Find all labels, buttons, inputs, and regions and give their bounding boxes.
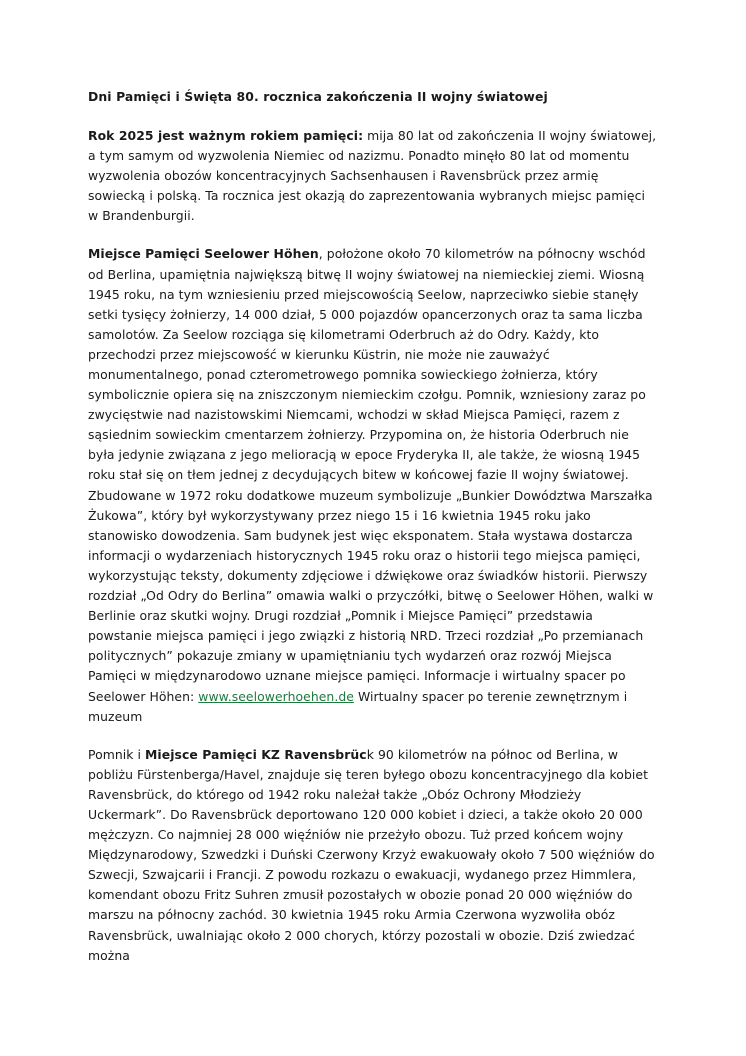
paragraph-ravensbrueck [88,745,658,966]
seelower-hoehen-lead: Miejsce Pamięci Seelower Höhen [88,246,319,262]
page-title: Dni Pamięci i Święta 80. rocznica zakończenia II wojny światowej [88,89,548,104]
seelowerhoehen-link[interactable]: www.seelowerhoehen.de [198,688,354,704]
seelower-hoehen-tail: Wirtualny spacer po terenie zewnętrznym i muzeum [88,688,628,724]
ravensbrueck-lead: Miejsce Pamięci KZ Ravensbrüc [145,746,367,762]
ravensbrueck-prefix: Pomnik i [88,746,146,762]
paragraph-intro [88,126,658,226]
paragraph-intro-body: mija 80 lat od zakończenia II wojny światowej, a tym samym od wyzwolenia Niemiec od nazizmu. Ponadto minęło 80 lat od momentu wyzwolenia obozów koncentracyjnych Sachsenhausen i Ravensbrück przez armię sowiecką i polską. Ta rocznica jest okazją do zaprezentowania wybranych miejsc pamięci w Brandenburgii. [88,127,657,224]
paragraph-intro-lead: Rok 2025 jest ważnym rokiem pamięci: [88,127,364,143]
ravensbrueck-body: k 90 kilometrów na północ od Berlina, w pobliżu Fürstenberga/Havel, znajduje się teren byłego obozu koncentracyjnego dla kobiet Ravensbrück, do którego od 1942 roku należał także „Obóz Ochrony Młodzieży Uckermark”. Do Ravensbrück deportowano 120 000 kobiet i dzieci, a także około 20 000 mężczyzn. Co najmniej 28 000 więźniów nie przeżyło obozu. Tuż przed końcem wojny Międzynarodowy, Szwedzki i Duński Czerwony Krzyż ewakuowały około 7 500 więźniów do Szwecji, Szwajcarii i Francji. Z powodu rozkazu o ewakuacji, wydanego przez Himmlera, komendant obozu Fritz Suhren zmusił pozostałych w obozie ponad 20 000 więźniów do marszu na północny zachód. 30 kwietnia 1945 roku Armia Czerwona wyzwoliła obóz Ravensbrück, uwalniając około 2 000 chorych, którzy pozostali w obozie. Dziś zwiedzać można [88,746,655,963]
seelower-hoehen-body: , położone około 70 kilometrów na północny wschód od Berlina, upamiętnia największą bitwę II wojny światowej na niemieckiej ziemi. Wiosną 1945 roku, na tym wzniesieniu przed miejscowością Seelow, naprzeciwko siebie stanęły setki tysięcy żołnierzy, 14 000 dział, 5 000 pojazdów opancerzonych oraz ta sama liczba samolotów. Za Seelow rozciąga się kilometrami Oderbruch aż do Odry. Każdy, kto przechodzi przez miejscowość w kierunku Küstrin, nie może nie zauważyć monumentalnego, ponad czterometrowego pomnika sowieckiego żołnierza, który symbolicznie opiera się na zniszczonym niemieckim czołgu. Pomnik, wzniesiony zaraz po zwycięstwie nad nazistowskimi Niemcami, wchodzi w skład Miejsca Pamięci, razem z sąsiednim sowieckim cmentarzem żołnierzy. Przypomina on, że historia Oderbruch nie była jedynie związana z jego melioracją w epoce Fryderyka II, ale także, że wiosną 1945 roku stał się on tłem jednej z decydujących bitew w końcowej fazie II wojny światowej. Zbudowane w 1972 roku dodatkowe muzeum symbolizuje „Bunkier Dowództwa Marszałka Żukowa”, który był wykorzystywany przez niego 15 i 16 kwietnia 1945 roku jako stanowisko dowodzenia. Sam budynek jest więc eksponatem. Stała wystawa dostarcza informacji o wydarzeniach historycznych 1945 roku oraz o historii tego miejsca pamięci, wykorzystując teksty, dokumenty zdjęciowe i dźwiękowe oraz świadków historii. Pierwszy rozdział „Od Odry do Berlina” omawia walki o przyczółki, bitwę o Seelower Höhen, walki w Berlinie oraz skutki wojny. Drugi rozdział „Pomnik i Miejsce Pamięci” przedstawia powstanie miejsca pamięci i jego związki z historią NRD. Trzeci rozdział „Po przemianach politycznych” pokazuje zmiany w upamiętnianiu tych wydarzeń oraz rozwój Miejsca Pamięci w międzynarodowo uznane miejsce pamięci. Informacje i wirtualny spacer po Seelower Höhen: [88,246,654,704]
paragraph-seelower-hoehen [88,244,658,726]
